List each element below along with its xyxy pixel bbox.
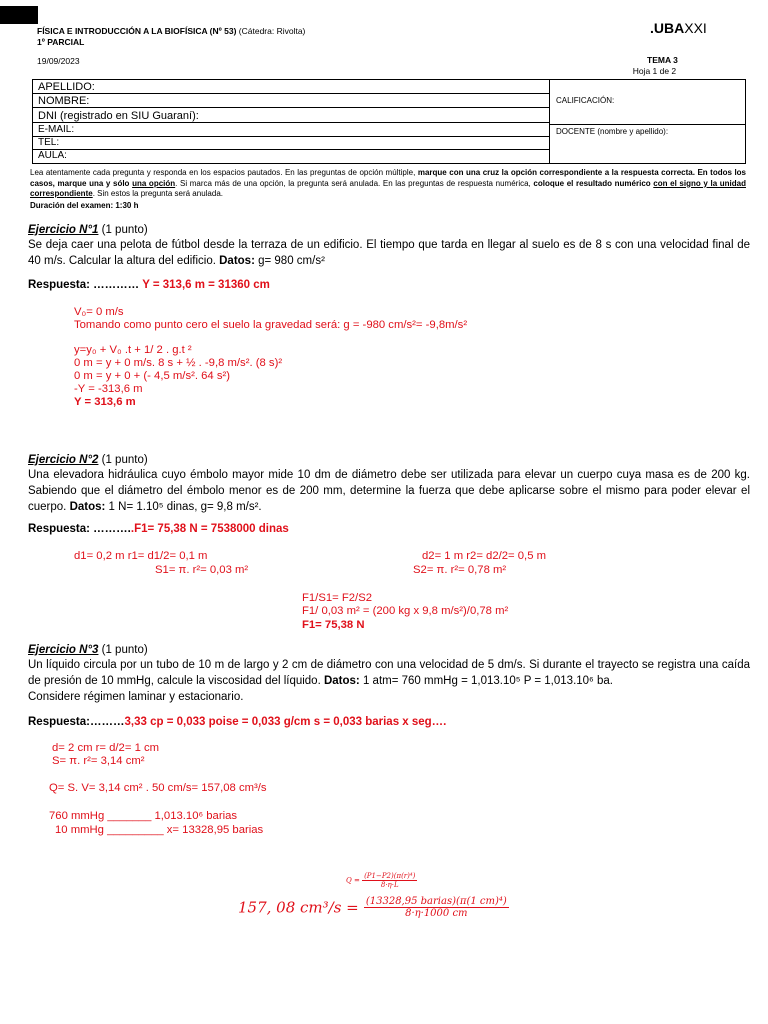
dni-field[interactable]: DNI (registrado en SIU Guaraní): bbox=[33, 108, 549, 123]
ex1-text: Se deja caer una pelota de fútbol desde la terraza de un edificio. El tiempo que tarda en llegar al suelo es de 8 s con una velocidad final de 40 m/s. Calcular la altura del edificio. bbox=[28, 239, 750, 267]
ex3-work-1: d= 2 cm r= d/2= 1 cm bbox=[52, 742, 160, 754]
ex2-work-4: S2= π. r²= 0,78 m² bbox=[413, 564, 507, 576]
formula2-fraction bbox=[364, 896, 509, 919]
ex2-work-1: d1= 0,2 m r1= d1/2= 0,1 m bbox=[74, 550, 208, 562]
ex2-work-5: F1/S1= F2/S2 bbox=[302, 592, 373, 604]
ex2-text: Una elevadora hidráulica cuyo émbolo mayor mide 10 dm de diámetro debe ser utilizada para elevar un cuerpo cuya masa es de 200 kg. Sabiendo que el diámetro del émbolo menor es de 200 mm, determine la fuerza que debe aplicarse sobre el mismo para poder elevar el cuerpo. bbox=[28, 469, 750, 513]
tema-label: TEMA 3 bbox=[647, 55, 678, 65]
exam-duration: Duración del examen: 1:30 h bbox=[30, 201, 139, 210]
ex3-heading bbox=[28, 642, 148, 658]
poiseuille-substitution bbox=[238, 896, 509, 919]
ex1-heading bbox=[28, 222, 148, 238]
uba-logo-xxi: XXI bbox=[684, 20, 707, 36]
ex2-work-6: F1/ 0,03 m² = (200 kg x 9,8 m/s²)/0,78 m² bbox=[302, 605, 509, 617]
calificacion-field[interactable]: CALIFICACIÓN: bbox=[556, 96, 615, 105]
exam-header bbox=[37, 26, 305, 67]
ex3-datos: 1 atm= 760 mmHg = 1,013.10⁵ P = 1,013.10⁶ ba. bbox=[362, 675, 613, 687]
instr-part-5: coloque el resultado numérico bbox=[533, 178, 654, 188]
ex2-statement bbox=[28, 467, 750, 515]
ex2-answer bbox=[28, 521, 289, 537]
instr-part-6: con el signo y la unidad correspondiente bbox=[30, 178, 746, 198]
parcial-label: 1º PARCIAL bbox=[37, 37, 85, 47]
poiseuille-formula bbox=[346, 872, 417, 889]
email-field[interactable]: E-MAIL: bbox=[33, 123, 549, 137]
ex1-work-2: Tomando como punto cero el suelo la gravedad será: g = -980 cm/s²= -9,8m/s² bbox=[74, 319, 468, 331]
exam-date: 19/09/2023 bbox=[37, 56, 80, 66]
ex3-points: (1 punto) bbox=[101, 644, 148, 656]
ex1-statement bbox=[28, 237, 750, 269]
grading-divider bbox=[550, 124, 745, 125]
ex1-title: Ejercicio N°1 bbox=[28, 224, 99, 236]
ex3-work-2: S= π. r²= 3,14 cm² bbox=[52, 755, 145, 767]
ex1-resp-label: Respuesta: ………… bbox=[28, 279, 140, 291]
formula1-lhs: Q = bbox=[346, 876, 360, 885]
instr-part-1: Lea atentamente cada pregunta y responda en los espacios pautados. En las preguntas de opción múltiple, bbox=[30, 168, 418, 177]
course-title: FÍSICA E INTRODUCCIÓN A LA BIOFÍSICA (Nº 53) bbox=[37, 26, 237, 36]
ex1-points: (1 punto) bbox=[101, 224, 148, 236]
ex3-work-5: 10 mmHg _________ x= 13328,95 barias bbox=[55, 824, 264, 836]
formula2-lhs: 157, 08 cm³/s = bbox=[238, 898, 359, 917]
instr-part-3: una opción bbox=[132, 178, 176, 188]
ex1-work bbox=[74, 306, 467, 409]
ex1-work-4: 0 m = y + 0 m/s. 8 s + ½ . -9,8 m/s². (8 s)² bbox=[74, 357, 283, 369]
ex1-work-5: 0 m = y + 0 + (- 4,5 m/s². 64 s²) bbox=[74, 370, 231, 382]
tema-block bbox=[631, 55, 678, 77]
ex2-heading bbox=[28, 452, 148, 468]
ex2-points: (1 punto) bbox=[101, 454, 148, 466]
ex2-title: Ejercicio N°2 bbox=[28, 454, 99, 466]
ex3-statement bbox=[28, 657, 750, 705]
ex2-work-3: d2= 1 m r2= d2/2= 0,5 m bbox=[422, 550, 547, 562]
apellido-field[interactable]: APELLIDO: bbox=[33, 80, 549, 94]
ex1-datos: g= 980 cm/s² bbox=[258, 255, 325, 267]
catedra: (Cátedra: Rivolta) bbox=[238, 26, 306, 36]
ex2-resp: .F1= 75,38 N = 7538000 dinas bbox=[130, 523, 289, 535]
aula-field[interactable]: AULA: bbox=[38, 150, 67, 161]
instr-part-4: . Si marca más de una opción, la pregunta será anulada. En las preguntas de respuesta numérica, bbox=[175, 178, 534, 188]
ex3-text2: Considere régimen laminar y estacionario. bbox=[28, 691, 244, 703]
tel-field[interactable]: TEL: bbox=[33, 137, 549, 150]
ex2-work-7: F1= 75,38 N bbox=[302, 619, 365, 631]
ex1-datos-label: Datos: bbox=[219, 255, 255, 267]
corner-mark bbox=[0, 6, 38, 24]
ex2-work-2: S1= π. r²= 0,03 m² bbox=[155, 564, 249, 576]
ex1-work-1: V₀= 0 m/s bbox=[74, 306, 124, 318]
hoja-label: Hoja 1 de 2 bbox=[632, 66, 677, 76]
formula1-fraction bbox=[362, 872, 417, 889]
uba-logo-text: .UBA bbox=[650, 20, 685, 36]
ex2-resp-label: Respuesta: ………. bbox=[28, 523, 131, 535]
ex3-text: Un líquido circula por un tubo de 10 m de largo y 2 cm de diámetro con una velocidad de 5 dm/s. Si durante el trayecto se registra una caída de presión de 10 mmHg, calcule la viscosidad del líquido. bbox=[28, 659, 750, 687]
ex3-title: Ejercicio N°3 bbox=[28, 644, 99, 656]
uba-logo bbox=[650, 20, 707, 36]
formula2-numerator: (13328,95 barias)(π(1 cm)⁴) bbox=[365, 896, 507, 907]
instr-part-7: . Sin estos la pregunta será anulada. bbox=[92, 189, 223, 198]
ex3-work-3: Q= S. V= 3,14 cm² . 50 cm/s= 157,08 cm³/s bbox=[49, 782, 267, 794]
ex1-answer bbox=[28, 277, 270, 293]
instr-part-2: marque con una cruz la opción correspondiente a la respuesta correcta. En todos los casos, marque una y sólo bbox=[30, 168, 746, 188]
ex3-work-4: 760 mmHg _______ 1,013.10⁶ barias bbox=[49, 810, 238, 822]
formula1-numerator: (P1−P2)(π(r)⁴) bbox=[364, 872, 416, 880]
ex1-work-6: -Y = -313,6 m bbox=[74, 383, 143, 395]
ex3-answer bbox=[28, 714, 446, 730]
ex2-datos-label: Datos: bbox=[69, 501, 106, 513]
docente-field[interactable]: DOCENTE (nombre y apellido): bbox=[556, 127, 669, 136]
ex3-datos-label: Datos: bbox=[323, 675, 360, 687]
formula2-denominator: 8·η·1000 cm bbox=[405, 908, 468, 919]
ex3-resp: 3,33 cp = 0,033 poise = 0,033 g/cm s = 0,033 barias x seg…. bbox=[124, 716, 447, 728]
ex1-work-7: Y = 313,6 m bbox=[74, 396, 136, 408]
student-info-box bbox=[32, 79, 550, 164]
nombre-field[interactable]: NOMBRE: bbox=[33, 94, 549, 108]
formula1-denominator: 8·η·L bbox=[380, 881, 399, 889]
grading-box bbox=[549, 79, 746, 164]
ex1-resp: Y = 313,6 m = 31360 cm bbox=[142, 279, 270, 291]
ex1-work-3: y=y₀ + V₀ .t + 1/ 2 . g.t ² bbox=[74, 344, 192, 356]
ex3-resp-label: Respuesta:……… bbox=[28, 716, 125, 728]
instructions bbox=[30, 168, 746, 200]
ex2-datos: 1 N= 1.10⁵ dinas, g= 9,8 m/s². bbox=[108, 501, 262, 513]
